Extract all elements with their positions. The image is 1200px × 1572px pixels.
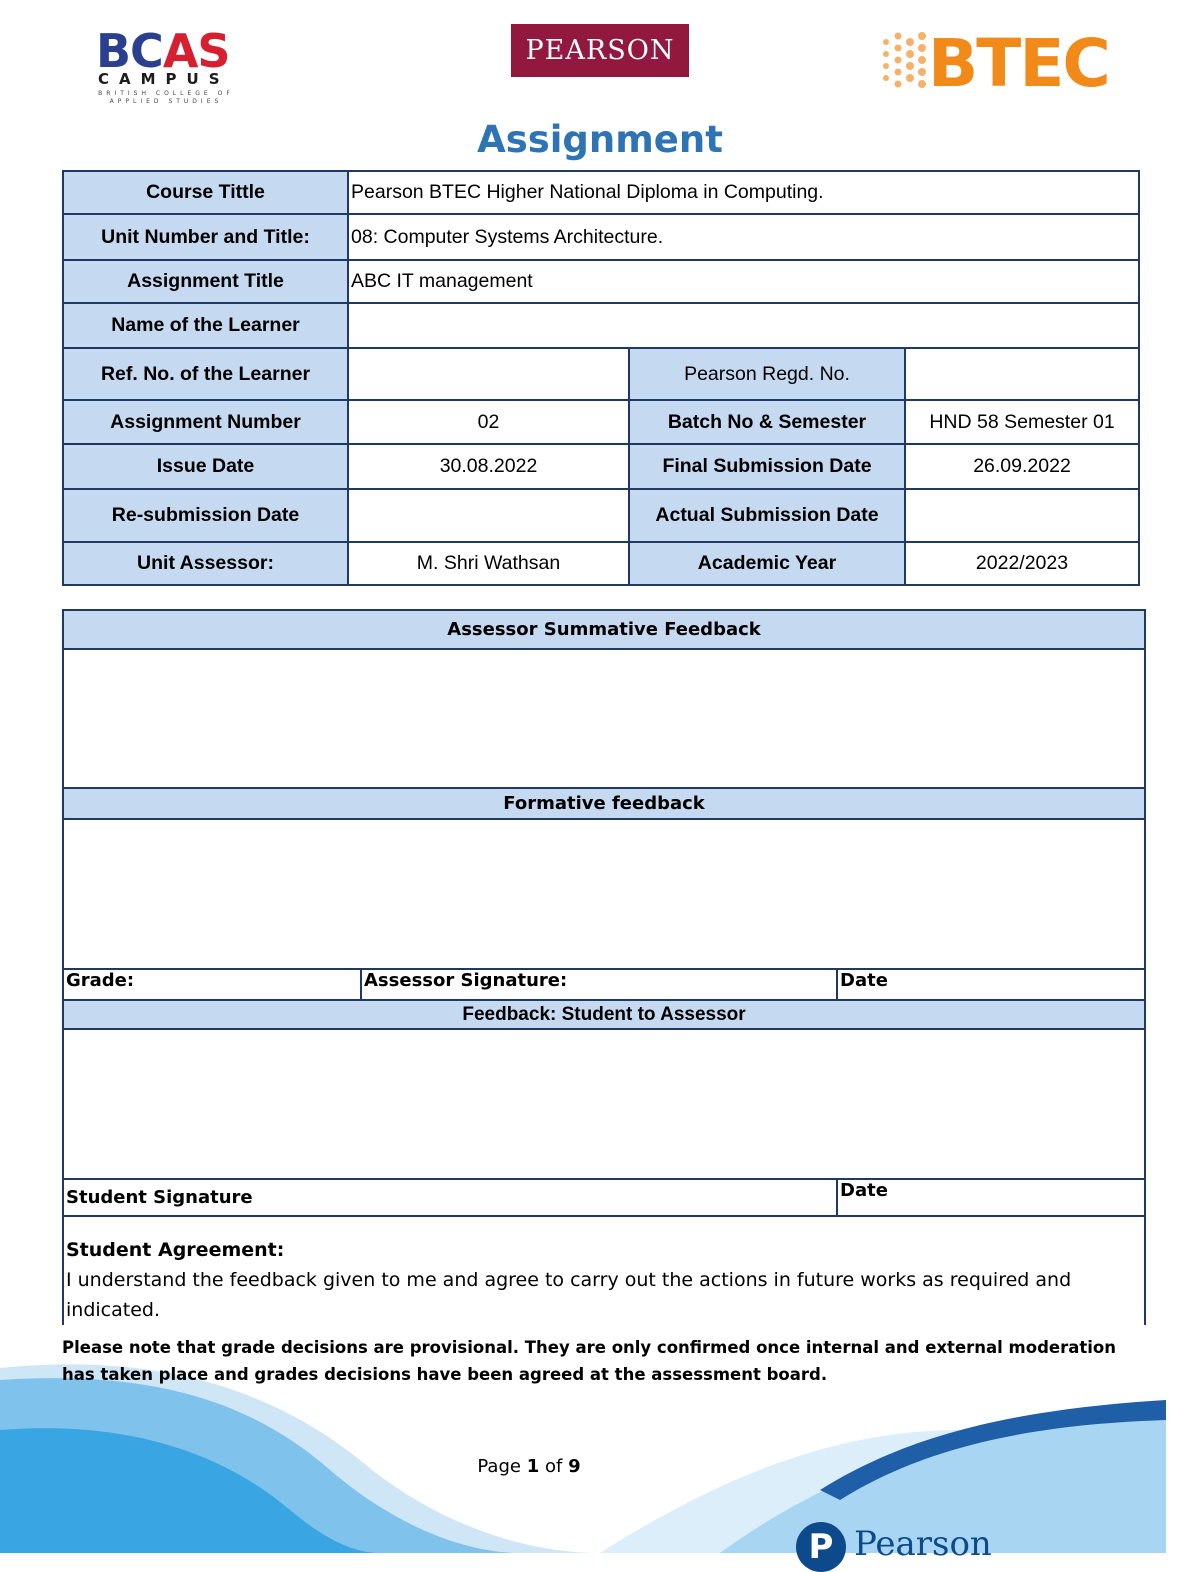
table-row xyxy=(63,788,1145,819)
table-row xyxy=(63,542,1139,585)
pearson-logo: PEARSON xyxy=(511,24,689,77)
assignment-title-label: Assignment Title xyxy=(63,260,348,303)
pearson-regd-label: Pearson Regd. No. xyxy=(629,348,905,400)
issue-date-value: 30.08.2022 xyxy=(348,444,629,489)
page-title: Assignment xyxy=(477,118,723,161)
resubmission-value xyxy=(348,489,629,542)
table-row xyxy=(63,171,1139,214)
bcas-logo-campus: CAMPUS xyxy=(98,70,230,88)
bcas-campus-logo xyxy=(96,24,246,112)
assessor-value: M. Shri Wathsan xyxy=(348,542,629,585)
table-row xyxy=(63,260,1139,303)
batch-label: Batch No & Semester xyxy=(629,400,905,444)
table-row xyxy=(63,649,1145,788)
provisional-grade-note: Please note that grade decisions are provisional. They are only confirmed once internal and external moderation has taken place and grades decisions have been agreed at the assessment board. xyxy=(62,1338,1116,1384)
unit-label: Unit Number and Title: xyxy=(63,214,348,260)
resubmission-label: Re-submission Date xyxy=(63,489,348,542)
course-title-label: Course Tittle xyxy=(63,171,348,214)
grade-label: Grade: xyxy=(63,969,361,1000)
table-row xyxy=(63,489,1139,542)
table-row xyxy=(63,969,1145,1000)
final-submission-label: Final Submission Date xyxy=(629,444,905,489)
btec-logo-word: BTEC xyxy=(928,25,1109,102)
table-row xyxy=(63,1029,1145,1179)
learner-name-label: Name of the Learner xyxy=(63,303,348,348)
page-number: Page 1 of 9 xyxy=(477,1456,581,1477)
issue-date-label: Issue Date xyxy=(63,444,348,489)
assessor-label: Unit Assessor: xyxy=(63,542,348,585)
student-date-label: Date xyxy=(837,1179,1145,1216)
table-row xyxy=(63,348,1139,400)
agreement-title: Student Agreement: xyxy=(66,1239,285,1261)
table-row xyxy=(63,610,1145,649)
pearson-footer-logo xyxy=(796,1522,996,1567)
bcas-logo-word: BCAS xyxy=(96,24,230,78)
agreement-text: I understand the feedback given to me and agree to carry out the actions in future works as required and indicated. xyxy=(66,1269,1072,1321)
bcas-logo-subtitle: BRITISH COLLEGE OF APPLIED STUDIES xyxy=(98,90,234,105)
course-title-value: Pearson BTEC Higher National Diploma in Computing. xyxy=(348,171,1139,214)
table-row xyxy=(63,1216,1145,1325)
learner-name-value xyxy=(348,303,1139,348)
ref-no-label: Ref. No. of the Learner xyxy=(63,348,348,400)
feedback-table xyxy=(62,609,1146,1325)
assessor-signature-label: Assessor Signature: xyxy=(361,969,837,1000)
pearson-p-icon: P xyxy=(796,1522,846,1572)
summative-feedback-area xyxy=(63,649,1145,788)
table-row xyxy=(63,400,1139,444)
academic-year-value: 2022/2023 xyxy=(905,542,1139,585)
table-row xyxy=(63,1179,1145,1216)
table-row xyxy=(63,1000,1145,1029)
formative-feedback-area xyxy=(63,819,1145,969)
assignment-title-value: ABC IT management xyxy=(348,260,1139,303)
ref-no-value xyxy=(348,348,629,400)
final-submission-value: 26.09.2022 xyxy=(905,444,1139,489)
batch-value: HND 58 Semester 01 xyxy=(905,400,1139,444)
actual-submission-value xyxy=(905,489,1139,542)
unit-value: 08: Computer Systems Architecture. xyxy=(348,214,1139,260)
table-row xyxy=(63,214,1139,260)
summative-feedback-header: Assessor Summative Feedback xyxy=(63,610,1145,649)
btec-logo xyxy=(878,22,1118,102)
formative-feedback-header: Formative feedback xyxy=(63,788,1145,819)
pearson-regd-value xyxy=(905,348,1139,400)
student-agreement xyxy=(63,1216,1145,1325)
btec-dots-icon xyxy=(878,28,934,98)
assessor-date-label: Date xyxy=(837,969,1145,1000)
assignment-number-label: Assignment Number xyxy=(63,400,348,444)
student-signature-label: Student Signature xyxy=(63,1179,837,1216)
pearson-footer-word: Pearson xyxy=(854,1524,992,1564)
table-row xyxy=(63,444,1139,489)
assignment-details-table xyxy=(62,170,1140,586)
actual-submission-label: Actual Submission Date xyxy=(629,489,905,542)
table-row xyxy=(63,303,1139,348)
student-feedback-header: Feedback: Student to Assessor xyxy=(63,1000,1145,1029)
academic-year-label: Academic Year xyxy=(629,542,905,585)
table-row xyxy=(63,819,1145,969)
assignment-number-value: 02 xyxy=(348,400,629,444)
student-feedback-area xyxy=(63,1029,1145,1179)
